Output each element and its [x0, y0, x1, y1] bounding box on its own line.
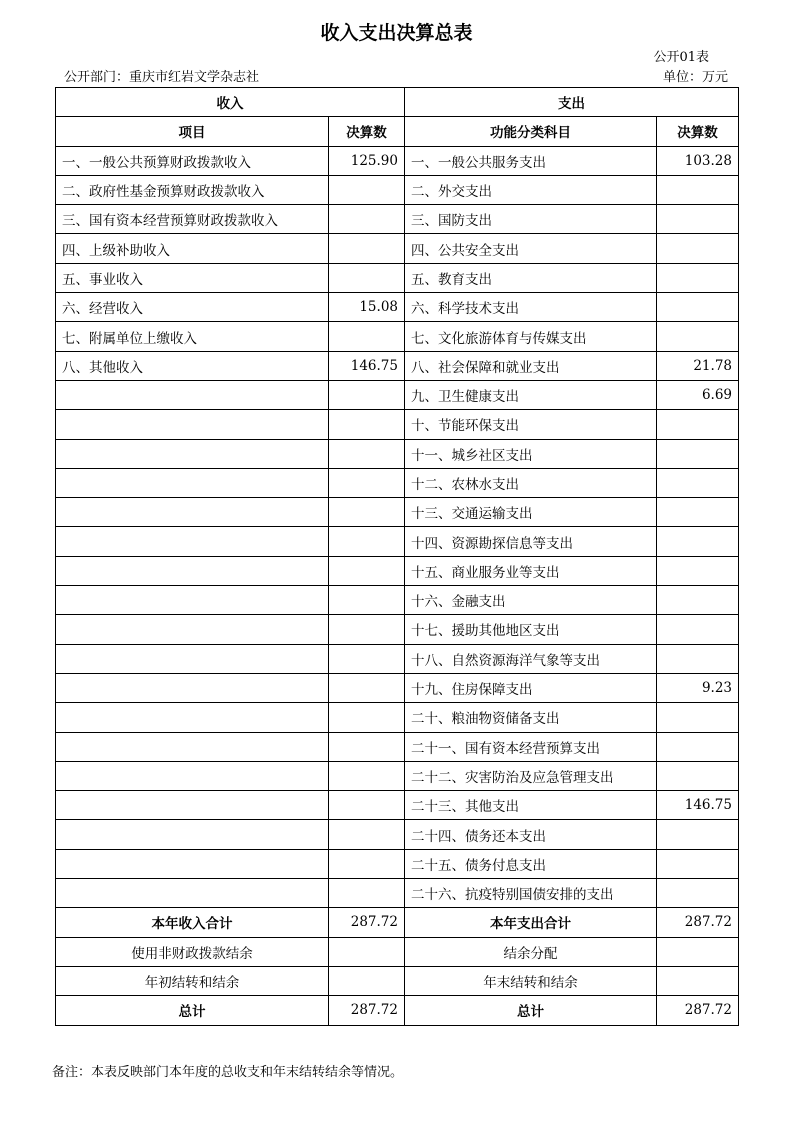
- table-row: [56, 673, 739, 702]
- income-amount-column-header: 决算数: [329, 117, 405, 146]
- expense-item-cell: 二十四、债务还本支出: [405, 820, 657, 849]
- income-item-cell: [56, 791, 329, 820]
- carryover-row: [56, 966, 739, 995]
- expense-item-cell: 二十三、其他支出: [405, 791, 657, 820]
- column-header-row: [56, 117, 739, 146]
- expense-item-cell: 十九、住房保障支出: [405, 673, 657, 702]
- expense-item-cell: 一、一般公共服务支出: [405, 146, 657, 175]
- grand-total-label-right: 总计: [405, 996, 657, 1025]
- table-row: [56, 293, 739, 322]
- expense-amount-cell: 103.28: [657, 146, 739, 175]
- income-amount-cell: [329, 410, 405, 439]
- carryover-start-value: [329, 966, 405, 995]
- table-row: [56, 380, 739, 409]
- table-row: [56, 439, 739, 468]
- expense-item-cell: 四、公共安全支出: [405, 234, 657, 263]
- table-row: [56, 527, 739, 556]
- expense-amount-cell: [657, 556, 739, 585]
- expense-item-cell: 十七、援助其他地区支出: [405, 615, 657, 644]
- income-amount-cell: [329, 380, 405, 409]
- income-total-label: 本年收入合计: [56, 908, 329, 937]
- income-amount-cell: [329, 263, 405, 292]
- income-item-cell: [56, 439, 329, 468]
- income-amount-cell: 125.90: [329, 146, 405, 175]
- income-item-cell: [56, 586, 329, 615]
- expense-amount-cell: [657, 322, 739, 351]
- balance-row: [56, 937, 739, 966]
- annual-total-row: [56, 908, 739, 937]
- table-row: [56, 146, 739, 175]
- expense-amount-cell: [657, 468, 739, 497]
- table-row: [56, 644, 739, 673]
- carryover-start-label: 年初结转和结余: [56, 966, 329, 995]
- balance-distribution-label: 结余分配: [405, 937, 657, 966]
- income-item-cell: [56, 703, 329, 732]
- expense-amount-cell: [657, 644, 739, 673]
- unit-label: 单位：万元: [662, 70, 728, 85]
- income-amount-cell: [329, 791, 405, 820]
- table-row: [56, 498, 739, 527]
- expense-amount-cell: [657, 263, 739, 292]
- table-row: [56, 761, 739, 790]
- meta-row: [64, 66, 728, 84]
- expense-amount-cell: 21.78: [657, 351, 739, 380]
- income-item-cell: [56, 527, 329, 556]
- section-header-row: [56, 88, 739, 117]
- expense-item-cell: 三、国防支出: [405, 205, 657, 234]
- table-row: [56, 468, 739, 497]
- income-amount-cell: [329, 234, 405, 263]
- income-item-cell: 一、一般公共预算财政拨款收入: [56, 146, 329, 175]
- income-item-cell: 八、其他收入: [56, 351, 329, 380]
- income-amount-cell: [329, 586, 405, 615]
- income-item-cell: [56, 732, 329, 761]
- grand-total-value-right: 287.72: [657, 996, 739, 1025]
- table-row: [56, 586, 739, 615]
- table-row: [56, 820, 739, 849]
- income-amount-cell: 146.75: [329, 351, 405, 380]
- income-item-cell: [56, 498, 329, 527]
- expense-item-cell: 十四、资源勘探信息等支出: [405, 527, 657, 556]
- form-number: 公开01表: [653, 50, 709, 65]
- expense-item-cell: 二十、粮油物资储备支出: [405, 703, 657, 732]
- income-amount-cell: [329, 527, 405, 556]
- income-amount-cell: [329, 644, 405, 673]
- table-row: [56, 849, 739, 878]
- income-amount-cell: 15.08: [329, 293, 405, 322]
- expense-item-cell: 十二、农林水支出: [405, 468, 657, 497]
- expense-item-cell: 二十五、债务付息支出: [405, 849, 657, 878]
- grand-total-row: [56, 996, 739, 1025]
- expense-amount-cell: [657, 175, 739, 204]
- summary-totals-body: [56, 908, 739, 1025]
- income-item-cell: 七、附属单位上缴收入: [56, 322, 329, 351]
- income-amount-cell: [329, 322, 405, 351]
- expense-item-cell: 二十二、灾害防治及应急管理支出: [405, 761, 657, 790]
- expense-total-label: 本年支出合计: [405, 908, 657, 937]
- expense-item-cell: 八、社会保障和就业支出: [405, 351, 657, 380]
- income-amount-cell: [329, 849, 405, 878]
- expense-section-header: 支出: [405, 88, 739, 117]
- income-amount-cell: [329, 175, 405, 204]
- income-amount-cell: [329, 703, 405, 732]
- expense-item-cell: 二十六、抗疫特别国债安排的支出: [405, 879, 657, 908]
- table-row: [56, 791, 739, 820]
- expense-amount-cell: [657, 410, 739, 439]
- department-label: 公开部门：重庆市红岩文学杂志社: [64, 70, 260, 85]
- table-row: [56, 732, 739, 761]
- carryover-end-label: 年末结转和结余: [405, 966, 657, 995]
- expense-item-cell: 十、节能环保支出: [405, 410, 657, 439]
- expense-item-cell: 二十一、国有资本经营预算支出: [405, 732, 657, 761]
- expense-item-cell: 十八、自然资源海洋气象等支出: [405, 644, 657, 673]
- income-item-cell: [56, 761, 329, 790]
- expense-amount-cell: [657, 849, 739, 878]
- income-item-cell: [56, 615, 329, 644]
- income-amount-cell: [329, 615, 405, 644]
- income-item-cell: 五、事业收入: [56, 263, 329, 292]
- income-amount-cell: [329, 879, 405, 908]
- expense-amount-cell: [657, 439, 739, 468]
- income-amount-cell: [329, 205, 405, 234]
- income-item-cell: [56, 468, 329, 497]
- expense-amount-cell: [657, 761, 739, 790]
- income-section-header: 收入: [56, 88, 405, 117]
- income-item-cell: [56, 556, 329, 585]
- expense-amount-cell: [657, 527, 739, 556]
- carryover-end-value: [657, 966, 739, 995]
- expense-item-cell: 六、科学技术支出: [405, 293, 657, 322]
- income-item-cell: [56, 410, 329, 439]
- expense-amount-cell: 9.23: [657, 673, 739, 702]
- function-category-column-header: 功能分类科目: [405, 117, 657, 146]
- footnote: 备注：本表反映部门本年度的总收支和年末结转结余等情况。: [52, 1065, 404, 1080]
- expense-item-cell: 九、卫生健康支出: [405, 380, 657, 409]
- income-item-cell: 四、上级补助收入: [56, 234, 329, 263]
- table-row: [56, 234, 739, 263]
- table-row: [56, 615, 739, 644]
- expense-item-cell: 十一、城乡社区支出: [405, 439, 657, 468]
- summary-table: [55, 87, 739, 1026]
- income-amount-cell: [329, 732, 405, 761]
- income-amount-cell: [329, 439, 405, 468]
- non-fiscal-balance-label: 使用非财政拨款结余: [56, 937, 329, 966]
- table-row: [56, 175, 739, 204]
- expense-item-cell: 二、外交支出: [405, 175, 657, 204]
- income-item-cell: 二、政府性基金预算财政拨款收入: [56, 175, 329, 204]
- income-item-cell: [56, 879, 329, 908]
- table-row: [56, 410, 739, 439]
- expense-amount-cell: [657, 293, 739, 322]
- expense-total-value: 287.72: [657, 908, 739, 937]
- table-row: [56, 556, 739, 585]
- expense-amount-cell: 146.75: [657, 791, 739, 820]
- expense-amount-cell: 6.69: [657, 380, 739, 409]
- balance-distribution-value: [657, 937, 739, 966]
- expense-amount-cell: [657, 234, 739, 263]
- income-item-cell: [56, 820, 329, 849]
- expense-amount-cell: [657, 205, 739, 234]
- table-row: [56, 703, 739, 732]
- income-amount-cell: [329, 556, 405, 585]
- expense-item-cell: 十六、金融支出: [405, 586, 657, 615]
- table-row: [56, 263, 739, 292]
- expense-amount-cell: [657, 879, 739, 908]
- income-item-cell: [56, 644, 329, 673]
- income-amount-cell: [329, 761, 405, 790]
- income-item-cell: [56, 380, 329, 409]
- income-item-cell: [56, 673, 329, 702]
- income-amount-cell: [329, 468, 405, 497]
- expense-amount-column-header: 决算数: [657, 117, 739, 146]
- expense-item-cell: 十五、商业服务业等支出: [405, 556, 657, 585]
- item-column-header: 项目: [56, 117, 329, 146]
- expense-amount-cell: [657, 586, 739, 615]
- income-amount-cell: [329, 673, 405, 702]
- grand-total-label-left: 总计: [56, 996, 329, 1025]
- summary-table-body: [56, 88, 739, 908]
- income-amount-cell: [329, 820, 405, 849]
- income-total-value: 287.72: [329, 908, 405, 937]
- income-item-cell: 六、经营收入: [56, 293, 329, 322]
- expense-amount-cell: [657, 615, 739, 644]
- page-title: 收入支出决算总表: [320, 22, 473, 44]
- expense-amount-cell: [657, 732, 739, 761]
- table-row: [56, 351, 739, 380]
- expense-item-cell: 五、教育支出: [405, 263, 657, 292]
- table-row: [56, 879, 739, 908]
- expense-item-cell: 十三、交通运输支出: [405, 498, 657, 527]
- expense-amount-cell: [657, 498, 739, 527]
- income-item-cell: 三、国有资本经营预算财政拨款收入: [56, 205, 329, 234]
- expense-amount-cell: [657, 820, 739, 849]
- expense-item-cell: 七、文化旅游体育与传媒支出: [405, 322, 657, 351]
- grand-total-value-left: 287.72: [329, 996, 405, 1025]
- income-amount-cell: [329, 498, 405, 527]
- expense-amount-cell: [657, 703, 739, 732]
- table-row: [56, 322, 739, 351]
- non-fiscal-balance-value: [329, 937, 405, 966]
- income-item-cell: [56, 849, 329, 878]
- table-row: [56, 205, 739, 234]
